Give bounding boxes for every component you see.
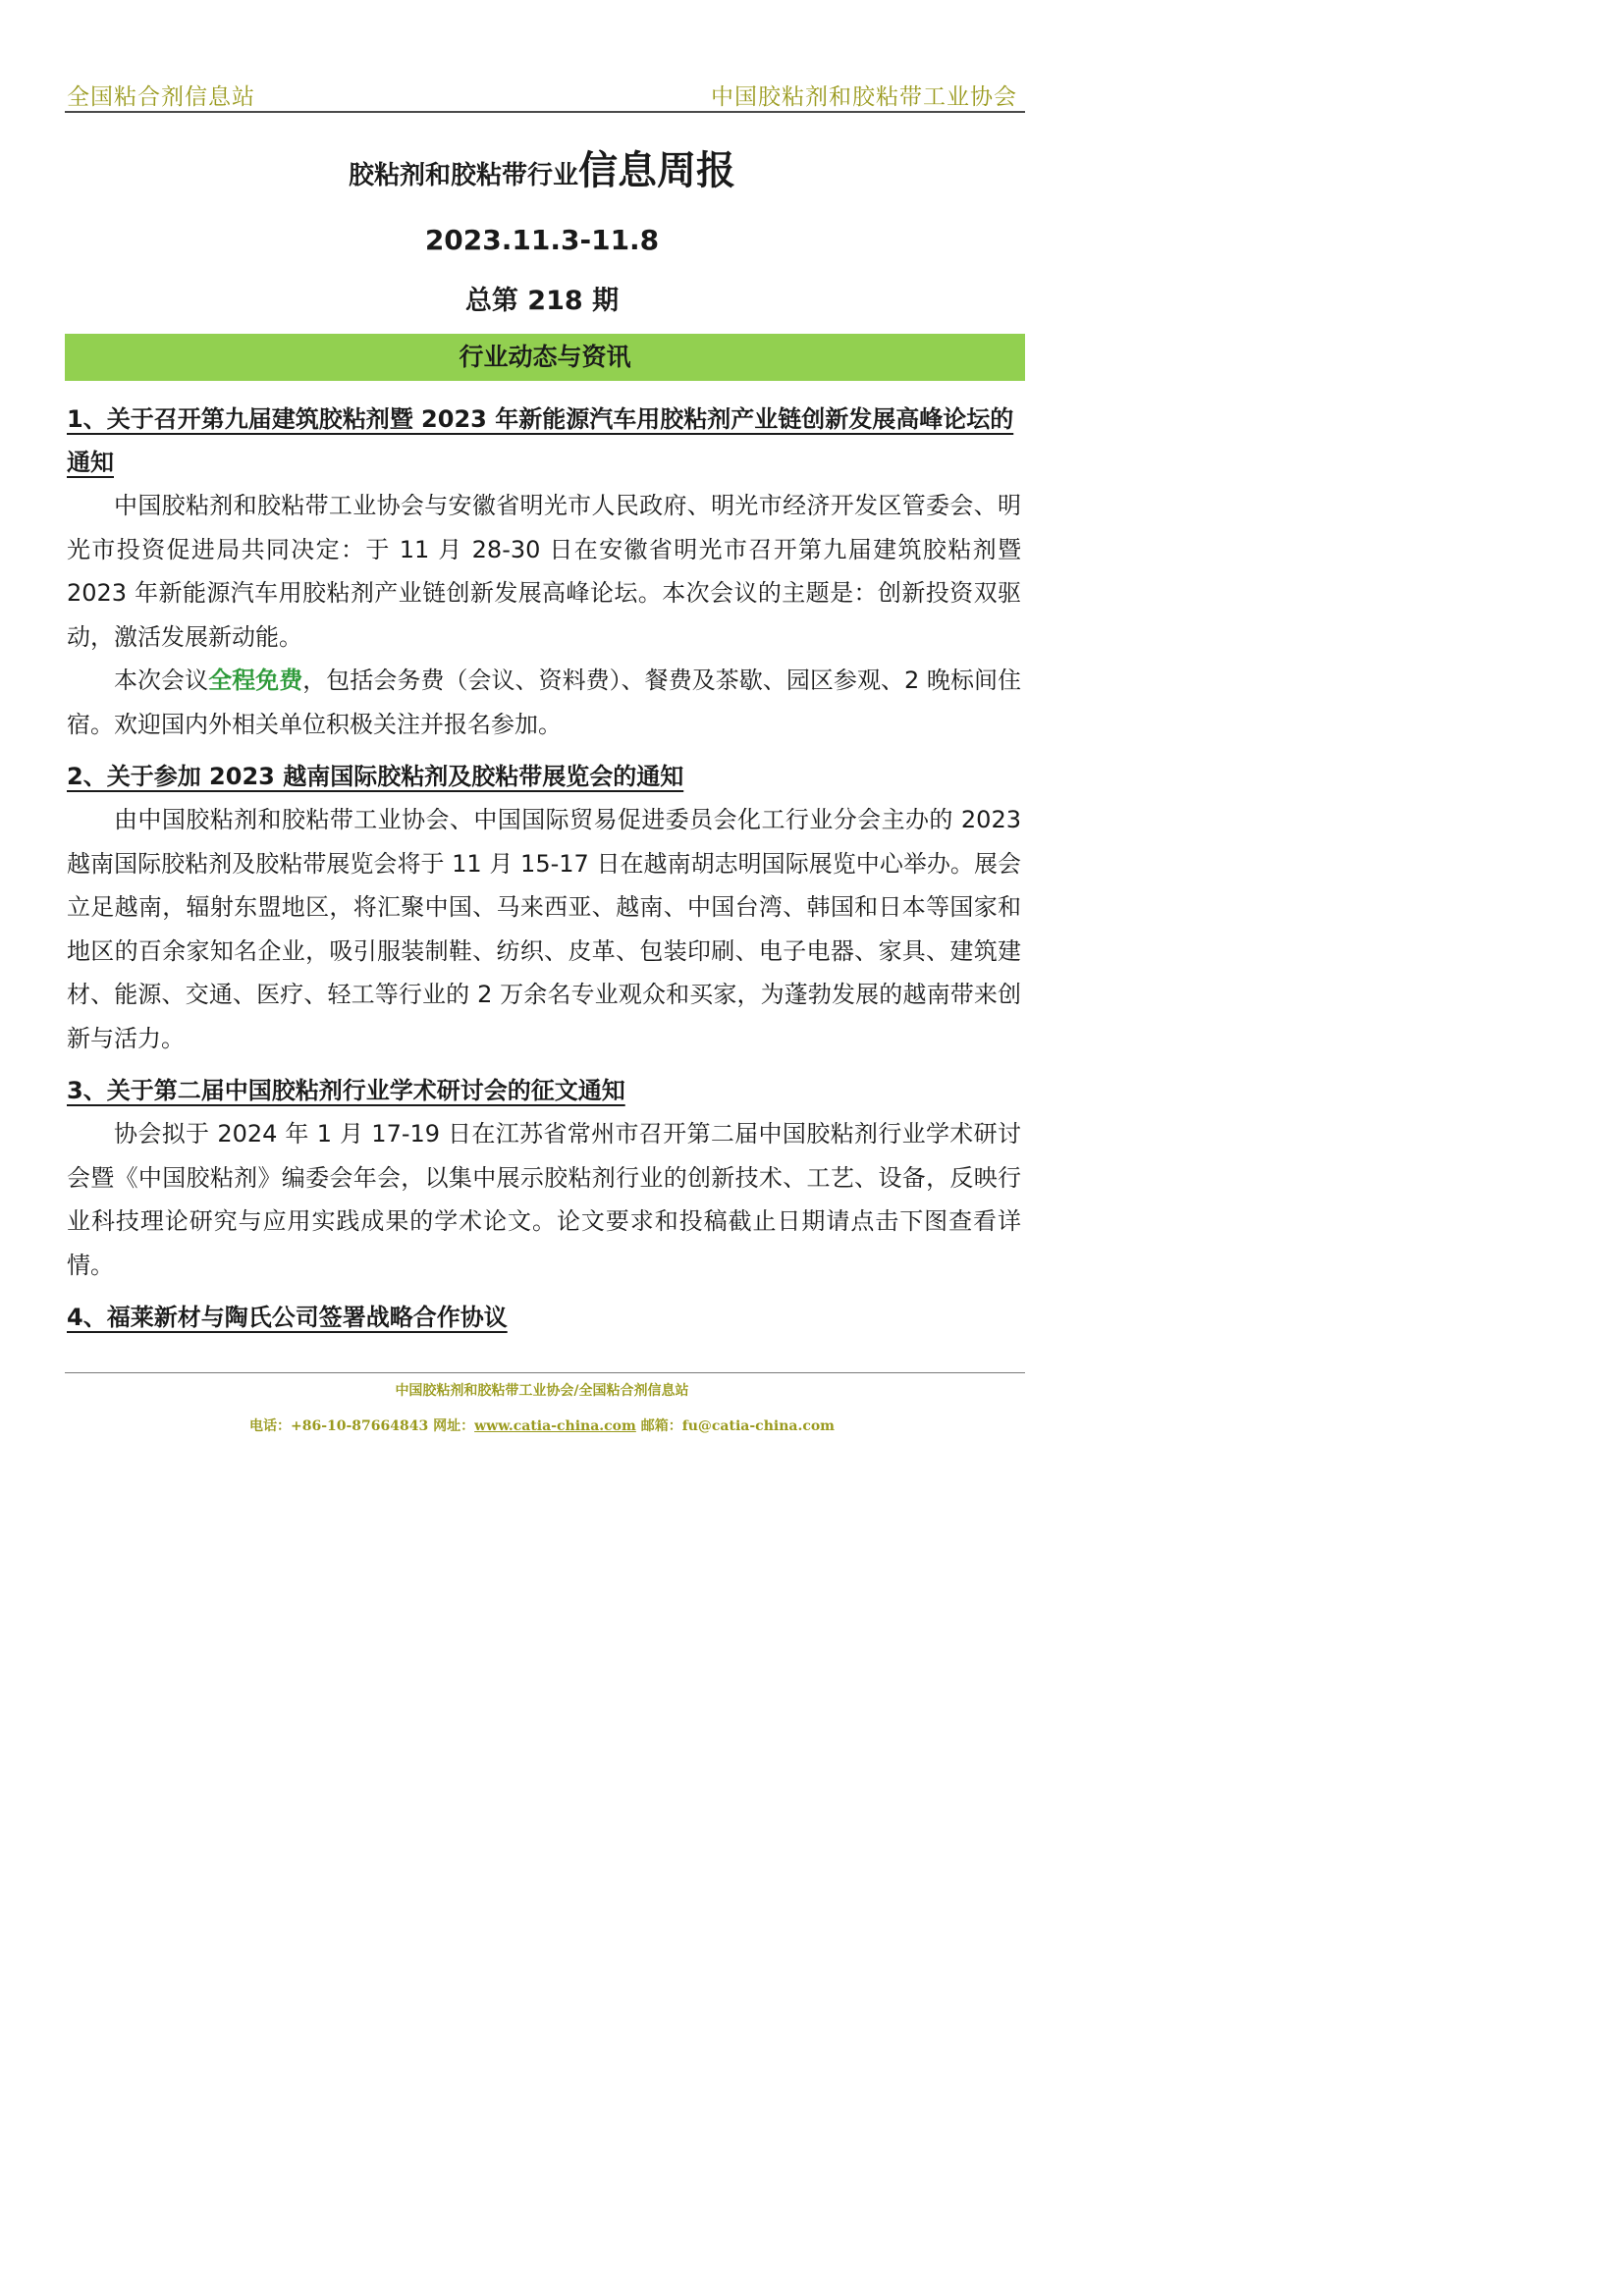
- email-address[interactable]: fu@catia-china.com: [681, 1418, 835, 1434]
- article-1-text-after: ，包括会务费（会议、资料费）、餐费及茶歇、园区参观、2 晚标间住宿。欢迎国内外相关单位积极关注并报名参加。: [67, 667, 1022, 738]
- header-right-org: 中国胶粘剂和胶粘带工业协会: [711, 84, 1017, 110]
- article-3-paragraph-1: 协会拟于 2024 年 1 月 17-19 日在江苏省常州市召开第二届中国胶粘剂行业学术研讨会暨《中国胶粘剂》编委会年会，以集中展示胶粘剂行业的创新技术、工艺、设备，反映行业科技理论研究与应用实践成果的学术论文。论文要求和投稿截止日期请点击下图查看详情。: [67, 1120, 1021, 1279]
- email-label: 邮箱：: [640, 1418, 682, 1434]
- article-1-heading[interactable]: 1、关于召开第九届建筑胶粘剂暨 2023 年新能源汽车用胶粘剂产业链创新发展高峰论坛的通知: [67, 405, 1014, 476]
- page-title: [0, 139, 1084, 195]
- date-range: 2023.11.3-11.8: [424, 224, 660, 256]
- article-2-paragraph-1: 由中国胶粘剂和胶粘带工业协会、中国国际贸易促进委员会化工行业分会主办的 2023 越南国际胶粘剂及胶粘带展览会将于 11 月 15-17 日在越南胡志明国际展览中心举办。展会立足越南，辐射东盟地区，将汇聚中国、马来西亚、越南、中国台湾、韩国和日本等国家和地区的百余家知名企业，吸引服装制鞋、纺织、皮革、包装印刷、电子电器、家具、建筑建材、能源、交通、医疗、轻工等行业的 2 万余名专业观众和买家，为蓬勃发展的越南带来创新与活力。: [67, 806, 1021, 1052]
- section-banner: 行业动态与资讯: [65, 334, 1025, 381]
- footer-contact: [0, 1415, 1084, 1435]
- article-1-paragraph-1: 中国胶粘剂和胶粘带工业协会与安徽省明光市人民政府、明光市经济开发区管委会、明光市投资促进局共同决定：于 11 月 28-30 日在安徽省明光市召开第九届建筑胶粘剂暨 2023 年新能源汽车用胶粘剂产业链创新发展高峰论坛。本次会议的主题是：创新投资双驱动，激活发展新动能。: [67, 492, 1021, 651]
- article-1-paragraph-2: [67, 659, 1021, 746]
- web-label: 网址：: [433, 1418, 475, 1434]
- phone-number: +86-10-87664843: [290, 1418, 429, 1434]
- title-prefix: 胶粘剂和胶粘带行业: [348, 161, 578, 190]
- footer-org: 中国胶粘剂和胶粘带工业协会/全国粘合剂信息站: [395, 1383, 689, 1399]
- document-page: [0, 0, 1084, 1532]
- free-highlight: 全程免费: [208, 667, 303, 694]
- title-main: 信息周报: [578, 148, 735, 193]
- header-divider: [65, 111, 1025, 113]
- footer-divider: [65, 1372, 1025, 1373]
- article-1-text-before: 本次会议: [114, 667, 209, 694]
- phone-label: 电话：: [248, 1418, 291, 1434]
- header-left-org: 全国粘合剂信息站: [67, 84, 255, 110]
- website-link[interactable]: www.catia-china.com: [474, 1418, 636, 1434]
- article-list: [67, 398, 1021, 1339]
- article-3-heading[interactable]: 3、关于第二届中国胶粘剂行业学术研讨会的征文通知: [67, 1077, 625, 1104]
- issue-number: 总第 218 期: [464, 286, 620, 316]
- article-4-heading[interactable]: 4、福莱新材与陶氏公司签署战略合作协议: [67, 1304, 508, 1331]
- article-2-heading[interactable]: 2、关于参加 2023 越南国际胶粘剂及胶粘带展览会的通知: [67, 763, 684, 790]
